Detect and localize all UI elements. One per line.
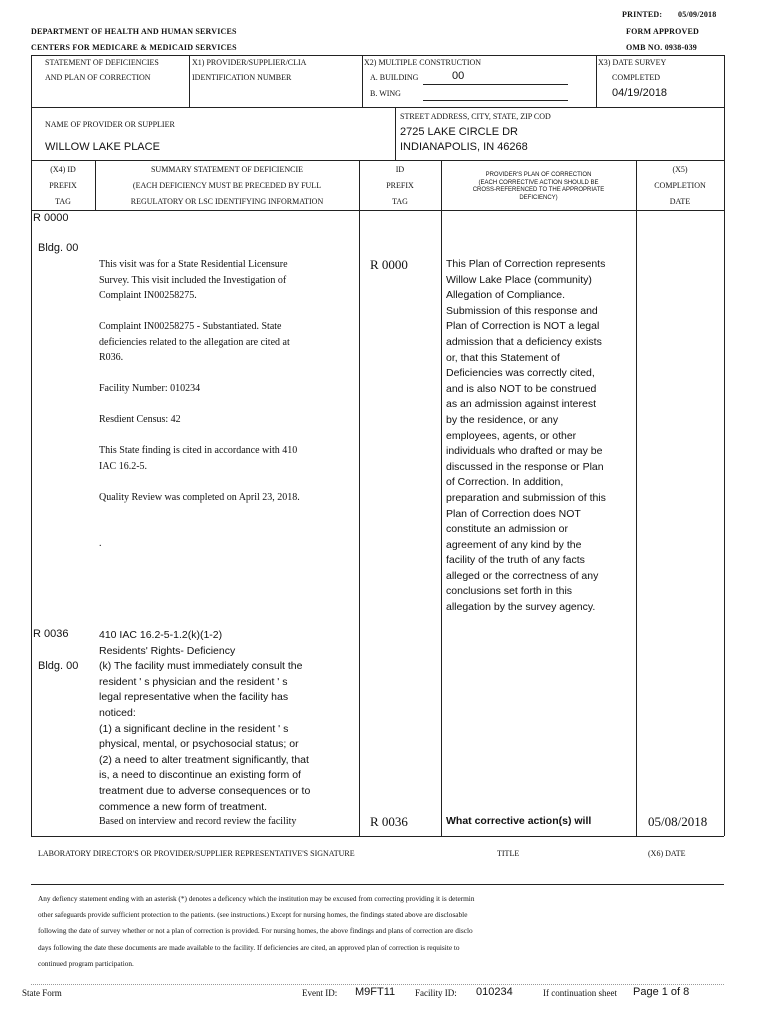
summary-line: Complaint IN00258275 - Substantiated. State [99, 321, 282, 332]
facility-id-label: Facility ID: [415, 988, 457, 998]
completion-date-2: 05/08/2018 [648, 814, 708, 829]
omb-number: OMB NO. 0938-039 [626, 43, 697, 52]
plan-label-4: DEFICIENCY) [519, 194, 558, 201]
plan-line: Willow Lake Place (community) [446, 273, 592, 286]
summary-statement-2 [99, 628, 357, 815]
x2-building-label: A. BUILDING [370, 73, 419, 82]
plan-label-1: PROVIDER'S PLAN OF CORRECTION [485, 172, 592, 178]
plan-tag-r0036: R 0036 [370, 814, 408, 829]
printed-label: PRINTED: [622, 10, 663, 19]
x6-date-label: (X6) DATE [648, 849, 686, 858]
plan-line: or, that this Statement of [446, 351, 560, 364]
plan-line: employees, agents, or other [446, 429, 577, 442]
summary-line: This visit was for a State Residential Licensure [99, 259, 288, 270]
summary-line: physical, mental, or psychosocial status; or [99, 738, 299, 751]
building-label-2: Bldg. 00 [38, 660, 79, 672]
x5-date-label: DATE [669, 197, 691, 206]
summary-line: commence a new form of treatment. [99, 800, 268, 813]
x4-tag-label: TAG [55, 197, 71, 206]
summary-line [99, 366, 357, 382]
plan-line: constitute an admission or [446, 523, 568, 536]
disclaimer-line: days following the date these documents are made available to the facility. If deficiencies are cited, an approved plan of correction is requisite to [38, 942, 460, 952]
summary-line: (1) a significant decline in the resident ' s [99, 722, 289, 735]
plan-of-correction-1 [446, 257, 634, 616]
plan-line: and is also NOT to be construed [446, 382, 597, 395]
street-address-label: STREET ADDRESS, CITY, STATE, ZIP COD [400, 112, 551, 121]
disclaimer-line: following the date of survey whether or not a plan of correction is provided. For nursing homes, the above findings and plans of correction are disclo [38, 926, 473, 936]
plan-line: Submission of this response and [446, 304, 598, 317]
x5-label: (X5) [672, 165, 688, 174]
plan-line: Allegation of Compliance. [446, 289, 566, 302]
disclaimer-text [38, 891, 728, 972]
summary-line: Resdient Census: 42 [99, 414, 181, 425]
street-address-line-1: 2725 LAKE CIRCLE DR [400, 126, 518, 138]
summary-line [99, 304, 357, 320]
summary-line: Facility Number: 010234 [99, 383, 201, 394]
plan-label-2: (EACH CORRECTIVE ACTION SHOULD BE [478, 179, 599, 186]
id-prefix-label: PREFIX [386, 181, 414, 190]
summary-statement-2-continued: Based on interview and record review the facility [99, 816, 297, 827]
provider-name: WILLOW LAKE PLACE [45, 141, 160, 153]
plan-line: discussed in the response or Plan [446, 460, 604, 473]
x2-building-value: 00 [452, 70, 465, 82]
plan-line: preparation and submission of this [446, 491, 606, 504]
summary-line [99, 397, 357, 413]
x4-id-label: (X4) ID [50, 165, 76, 174]
summary-line: Survey. This visit included the Investigation of [99, 274, 287, 286]
summary-line: IAC 16.2-5. [99, 460, 148, 472]
summary-line: treatment due to adverse consequences or to [99, 784, 311, 797]
plan-line: Plan of Correction does NOT [446, 507, 581, 520]
plan-line: Plan of Correction is NOT a legal [446, 320, 600, 333]
plan-line: of Correction. In addition, [446, 476, 564, 489]
plan-line: agreement of any kind by the [446, 538, 582, 551]
building-label-1: Bldg. 00 [38, 242, 79, 254]
continuation-label: If continuation sheet [543, 988, 617, 998]
x5-completion-label: COMPLETION [654, 181, 706, 190]
page-number: Page 1 of 8 [633, 986, 690, 998]
x2-wing-label: B. WING [370, 89, 401, 98]
facility-id-value: 010234 [476, 986, 513, 998]
x1-label-1: X1) PROVIDER/SUPPLIER/CLIA [192, 58, 307, 67]
summary-line: (k) The facility must immediately consult the [99, 660, 303, 673]
street-address-line-2: INDIANAPOLIS, IN 46268 [400, 141, 528, 153]
summary-line: resident ' s physician and the resident ' s [99, 675, 288, 688]
department-title: DEPARTMENT OF HEALTH AND HUMAN SERVICES [31, 27, 237, 36]
centers-title: CENTERS FOR MEDICARE & MEDICAID SERVICES [31, 43, 237, 52]
plan-line: This Plan of Correction represents [446, 258, 606, 270]
summary-line: Quality Review was completed on April 23, 2018. [99, 491, 300, 503]
summary-line [99, 521, 357, 537]
plan-label-3: CROSS-REFERENCED TO THE APPROPRIATE [472, 187, 605, 193]
provider-name-label: NAME OF PROVIDER OR SUPPLIER [45, 120, 175, 129]
event-id-value: M9FT11 [355, 986, 396, 998]
plan-line: allegation by the survey agency. [446, 601, 596, 614]
printed-date: 05/09/2018 [678, 10, 717, 19]
signature-label: LABORATORY DIRECTOR'S OR PROVIDER/SUPPLIER REPRESENTATIVE'S SIGNATURE [38, 849, 355, 858]
x2-label: X2) MULTIPLE CONSTRUCTION [364, 58, 482, 67]
id-tag-label: TAG [392, 197, 408, 206]
plan-line: facility of the truth of any facts [446, 554, 585, 567]
summary-line [99, 505, 357, 521]
disclaimer-line: continued program participation. [38, 958, 134, 968]
x1-label-2: IDENTIFICATION NUMBER [192, 73, 292, 82]
statement-label-1: STATEMENT OF DEFICIENCIES [45, 58, 159, 67]
id-label: ID [395, 165, 405, 174]
summary-label-1: SUMMARY STATEMENT OF DEFICIENCIE [150, 165, 304, 174]
summary-statement-1 [99, 257, 357, 552]
summary-line: . [99, 538, 102, 549]
plan-heading-2: What corrective action(s) will [446, 815, 592, 827]
summary-line: Complaint IN00258275. [99, 290, 197, 301]
title-label: TITLE [497, 849, 520, 858]
tag-r0000: R 0000 [33, 212, 69, 224]
event-id-label: Event ID: [302, 988, 338, 998]
summary-line [99, 428, 357, 444]
statement-label-2: AND PLAN OF CORRECTION [45, 73, 151, 82]
summary-line: (2) a need to alter treatment significantly, that [99, 753, 309, 766]
plan-line: alleged or the correctness of any [446, 569, 599, 582]
tag-r0036: R 0036 [33, 628, 69, 640]
x3-label-2: COMPLETED [612, 73, 660, 82]
summary-label-2: (EACH DEFICIENCY MUST BE PRECEDED BY FULL [132, 181, 322, 190]
plan-tag-r0000: R 0000 [370, 257, 408, 272]
state-form-label: State Form [22, 988, 62, 998]
x4-prefix-label: PREFIX [49, 181, 77, 190]
summary-line: Residents' Rights- Deficiency [99, 644, 236, 657]
summary-line: R036. [99, 352, 124, 363]
disclaimer-line: Any defiency statement ending with an asterisk (*) denotes a deficency which the institution may be excused from correcting providing it is determin [38, 894, 475, 903]
summary-line: legal representative when the facility has [99, 691, 289, 704]
summary-label-3: REGULATORY OR LSC IDENTIFYING INFORMATION [130, 197, 324, 206]
disclaimer-line: other safeguards provide sufficient protection to the patients. (see instructions.) Except for nursing homes, the findings stated above are disclosable [38, 910, 468, 920]
summary-line: This State finding is cited in accordance with 410 [99, 445, 298, 456]
plan-line: admission that a deficiency exists [446, 335, 602, 348]
plan-line: Deficiencies was correctly cited, [446, 367, 595, 380]
form-approved: FORM APPROVED [626, 27, 700, 36]
plan-line: conclusions set forth in this [446, 585, 573, 598]
summary-line [99, 474, 357, 490]
plan-line: by the residence, or any [446, 413, 559, 426]
summary-line: deficiencies related to the allegation are cited at [99, 336, 290, 348]
x3-date-value: 04/19/2018 [612, 87, 668, 99]
x3-label-1: X3) DATE SURVEY [598, 58, 667, 67]
summary-line: noticed: [99, 706, 136, 719]
summary-line: is, a need to discontinue an existing form of [99, 769, 301, 782]
summary-line: 410 IAC 16.2-5-1.2(k)(1-2) [99, 629, 223, 641]
plan-line: individuals who drafted or may be [446, 445, 603, 458]
plan-line: as an admission against interest [446, 398, 596, 411]
